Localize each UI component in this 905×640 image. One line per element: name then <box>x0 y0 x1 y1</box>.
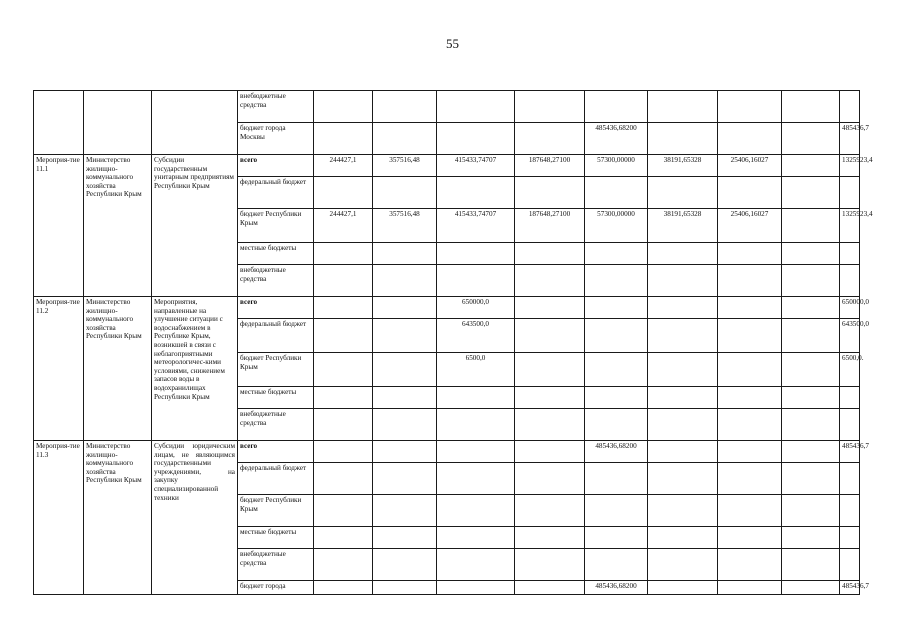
desc-cell: Мероприятия, направленные на улучшение ситуации с водоснабжением в Республике Крым, возникшей в связи с неблагоприятными метеорологичес-кими условиями, снижением запасов воды в водохранилищах Республики Крым <box>152 297 238 441</box>
value-cell: 6500,0 <box>437 353 515 387</box>
value-cell: 357516,48 <box>373 155 437 177</box>
source-cell: федеральный бюджет <box>238 463 314 495</box>
source-cell: федеральный бюджет <box>238 177 314 209</box>
value-cell: 244427,1 <box>314 155 373 177</box>
value-cell: 244427,1 <box>314 209 373 243</box>
org-cell: Министерство жилищно-коммунального хозяйства Республики Крым <box>84 441 152 595</box>
value-cell: 485436,68200 <box>585 123 648 155</box>
value-cell: 415433,74707 <box>437 209 515 243</box>
value-cell: 57300,00000 <box>585 209 648 243</box>
org-cell <box>84 91 152 155</box>
budget-table <box>33 90 873 595</box>
value-cell: 187648,27100 <box>515 209 585 243</box>
source-cell: местные бюджеты <box>238 243 314 265</box>
org-cell: Министерство жилищно-коммунального хозяйства Республики Крым <box>84 155 152 297</box>
value-cell: 38191,65328 <box>648 209 718 243</box>
total-cell: 650000,0 <box>840 297 860 319</box>
value-cell: 187648,27100 <box>515 155 585 177</box>
source-cell: местные бюджеты <box>238 527 314 549</box>
event-cell: Мероприя-тие 11.3 <box>34 441 84 595</box>
value-cell: 38191,65328 <box>648 155 718 177</box>
value-cell: 485436,68200 <box>585 581 648 595</box>
desc-cell: Субсидии государственным унитарным предприятиям Республики Крым <box>152 155 238 297</box>
source-cell: внебюджетные средства <box>238 409 314 441</box>
total-cell: 1325923,4 <box>840 209 860 243</box>
value-cell: 25406,16027 <box>718 209 782 243</box>
desc-cell: Субсидии юридическим лицам, не являющимся государственными учреждениями, на закупку специализированной техники <box>152 441 238 595</box>
source-cell: внебюджетные средства <box>238 549 314 581</box>
source-cell: федеральный бюджет <box>238 319 314 353</box>
value-cell: 57300,00000 <box>585 155 648 177</box>
org-cell: Министерство жилищно-коммунального хозяйства Республики Крым <box>84 297 152 441</box>
total-cell: 485436,7 <box>840 441 860 463</box>
event-cell: Мероприя-тие 11.2 <box>34 297 84 441</box>
value-cell: 357516,48 <box>373 209 437 243</box>
total-cell: 485436,7 <box>840 123 860 155</box>
event-cell: Мероприя-тие 11.1 <box>34 155 84 297</box>
source-cell: всего <box>238 297 314 319</box>
table-row <box>34 91 860 123</box>
event-cell <box>34 91 84 155</box>
value-cell: 650000,0 <box>437 297 515 319</box>
source-cell: внебюджетные средства <box>238 91 314 123</box>
table-row <box>34 441 860 463</box>
value-cell: 25406,16027 <box>718 155 782 177</box>
value-cell: 415433,74707 <box>437 155 515 177</box>
source-cell: бюджет Республики Крым <box>238 209 314 243</box>
table-row <box>34 297 860 319</box>
source-cell: бюджет города <box>238 581 314 595</box>
total-cell: 1325923,4 <box>840 155 860 177</box>
table-row <box>34 155 860 177</box>
total-cell: 6500,0. <box>840 353 860 387</box>
value-cell: 485436,68200 <box>585 441 648 463</box>
source-cell: бюджет города Москвы <box>238 123 314 155</box>
source-cell: всего <box>238 155 314 177</box>
source-cell: внебюджетные средства <box>238 265 314 297</box>
source-cell: местные бюджеты <box>238 387 314 409</box>
source-cell: бюджет Республики Крым <box>238 353 314 387</box>
source-cell: бюджет Республики Крым <box>238 495 314 527</box>
value-cell: 643500,0 <box>437 319 515 353</box>
desc-cell <box>152 91 238 155</box>
source-cell: всего <box>238 441 314 463</box>
total-cell: 643500,0 <box>840 319 860 353</box>
page-number: 55 <box>446 36 459 51</box>
total-cell: 485436,7 <box>840 581 860 595</box>
